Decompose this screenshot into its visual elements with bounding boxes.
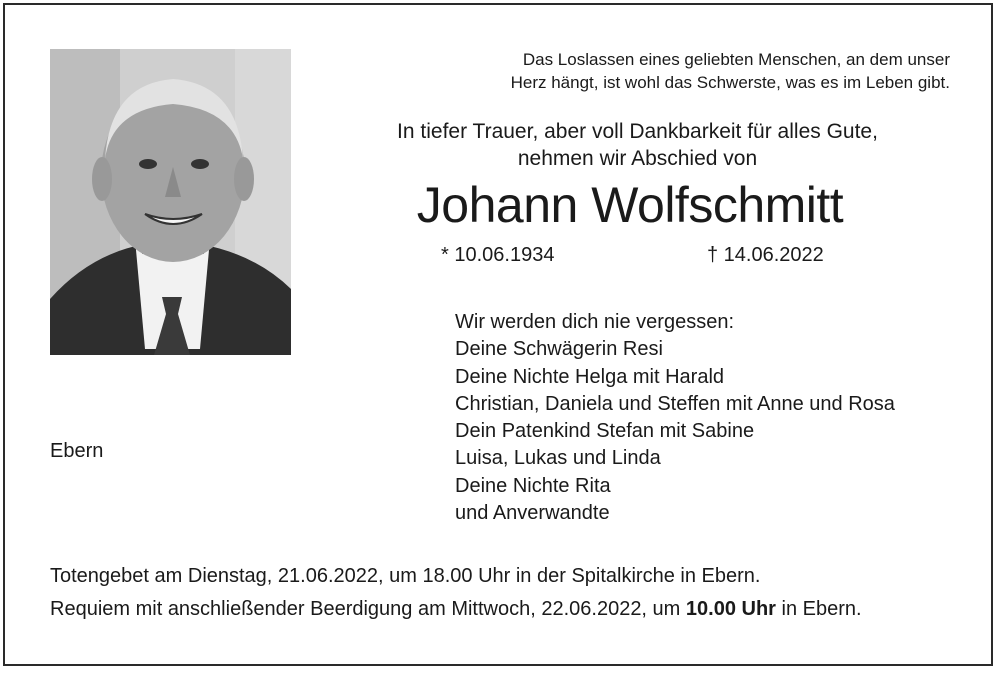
- mourner-line: Dein Patenkind Stefan mit Sabine: [455, 420, 755, 443]
- quote-line-1: Das Loslassen eines geliebten Menschen, an dem unser: [522, 50, 950, 69]
- intro-line-1: In tiefer Trauer, aber voll Dankbarkeit für alles Gute,: [397, 120, 878, 143]
- deceased-name: Johann Wolfschmitt: [416, 177, 844, 233]
- prayer-notice: Totengebet am Dienstag, 21.06.2022, um 18.00 Uhr in der Spitalkirche in Ebern.: [50, 565, 761, 587]
- birth-date: * 10.06.1934: [441, 244, 555, 266]
- death-date: † 14.06.2022: [707, 244, 824, 266]
- intro-line-2: nehmen wir Abschied von: [517, 147, 758, 170]
- intro-text: [360, 118, 915, 172]
- mourner-line: Deine Nichte Rita: [455, 474, 611, 497]
- requiem-place: in Ebern.: [775, 598, 862, 620]
- requiem-text: Requiem mit anschließender Beerdigung am Mittwoch, 22.06.2022, um: [50, 598, 686, 620]
- place-name: Ebern: [50, 440, 104, 462]
- mourner-line: und Anverwandte: [455, 502, 610, 525]
- portrait-photo: [50, 49, 291, 355]
- quote: [400, 48, 950, 94]
- quote-line-2: Herz hängt, ist wohl das Schwerste, was es im Leben gibt.: [510, 73, 950, 92]
- requiem-time: 10.00 Uhr: [685, 598, 776, 620]
- mourner-line: Deine Schwägerin Resi: [455, 338, 663, 361]
- requiem-notice: [50, 598, 862, 621]
- mourner-line: Luisa, Lukas und Linda: [455, 447, 661, 470]
- mourner-line: Christian, Daniela und Steffen mit Anne und Rosa: [455, 392, 895, 415]
- mourners-list: [455, 309, 895, 527]
- mourner-line: Deine Nichte Helga mit Harald: [455, 365, 725, 388]
- mourners-heading: Wir werden dich nie vergessen:: [455, 311, 735, 333]
